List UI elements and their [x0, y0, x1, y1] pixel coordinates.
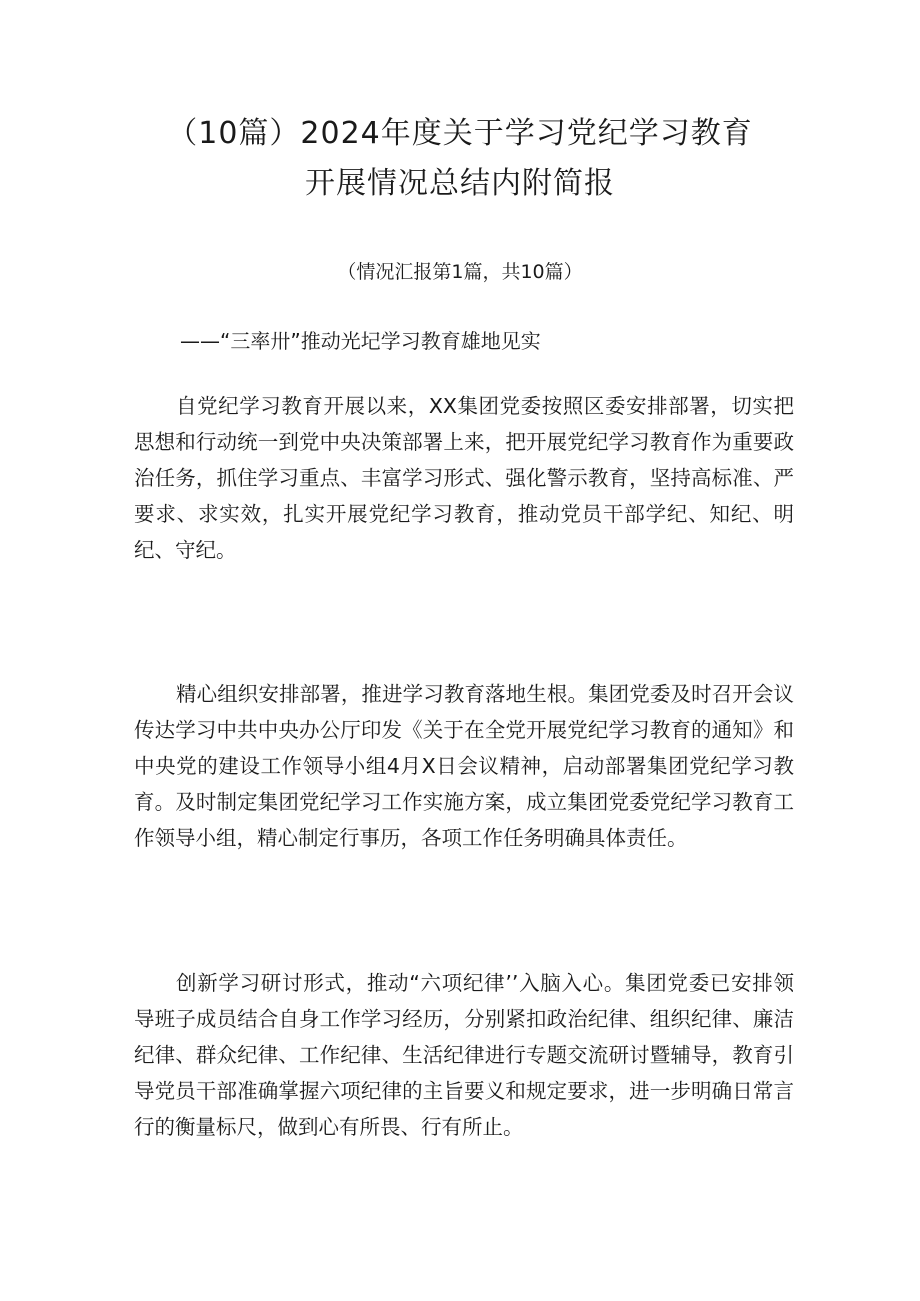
- document-title-line-2: 开展情况总结内附简报: [305, 166, 615, 201]
- body-paragraph: 创新学习研讨形式，推动“六项纪律’’入脑入心。集团党委已安排领导班子成员结合自身工作学习经历，分别紧扣政治纪律、组织纪律、廉洁纪律、群众纪律、工作纪律、生活纪律进行专题交流研讨暨辅导，教育引导党员干部准确掌握六项纪律的主旨要义和规定要求，进一步明确日常言行的衡量标尺，做到心有所畏、行有所止。: [134, 970, 794, 1139]
- document-title-line-1: （10篇）2024年度关于学习党纪学习教育: [167, 116, 753, 151]
- body-paragraph: 自党纪学习教育开展以来，XX集团党委按照区委安排部署，切实把思想和行动统一到党中央决策部署上来，把开展党纪学习教育作为重要政治任务，抓住学习重点、丰富学习形式、强化警示教育，坚持高标准、严要求、求实效，扎实开展党纪学习教育，推动党员干部学纪、知纪、明纪、守纪。: [134, 393, 794, 562]
- body-paragraph: 精心组织安排部署，推进学习教育落地生根。集团党委及时召开会议传达学习中共中央办公厅印发《关于在全党开展党纪学习教育的通知》和中央党的建设工作领导小组4月X日会议精神，启动部署集团党纪学习教育。及时制定集团党纪学习工作实施方案，成立集团党委党纪学习教育工作领导小组，精心制定行事历，各项工作任务明确具体责任。: [134, 681, 794, 850]
- document-subtitle: （情况汇报第1篇，共10篇）: [337, 261, 583, 283]
- document-byline: ——“三率卅”推动光圮学习教育雄地见实: [180, 329, 541, 353]
